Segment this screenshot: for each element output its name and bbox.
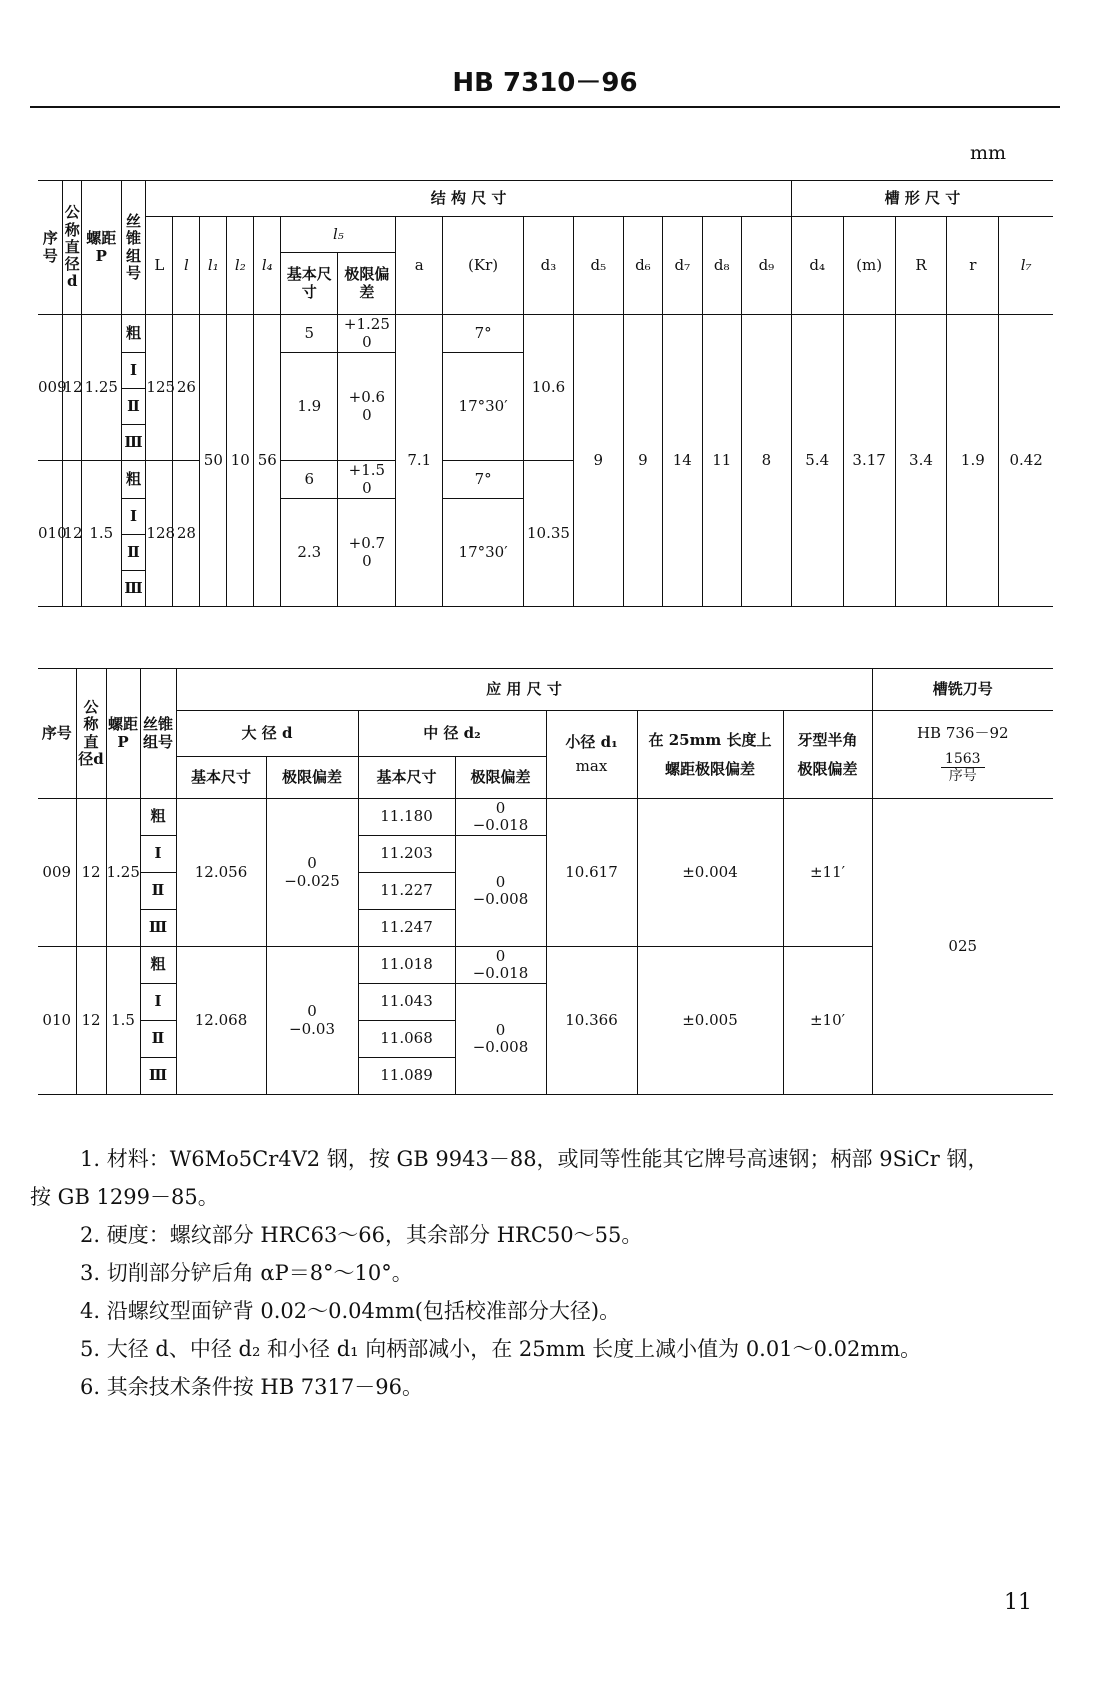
t2-row-010-pd-2: 11.068 xyxy=(358,1021,455,1058)
t2-col-group: 丝锥组号 xyxy=(140,669,176,799)
col-l4: l₄ xyxy=(254,217,281,315)
structure-dimension-table xyxy=(38,180,1053,607)
note-1: 1. 材料：W6Mo5Cr4V2 钢，按 GB 9943－88，或同等性能其它牌号高速钢；柄部 9SiCr 钢， xyxy=(80,1147,989,1171)
row-010-d: 12 xyxy=(63,461,82,607)
shared-d4: 5.4 xyxy=(791,315,843,607)
col-d7: d₇ xyxy=(663,217,702,315)
t2-row-010-P: 1.5 xyxy=(106,947,140,1095)
row-010-dev-fine: +0.7 0 xyxy=(338,499,396,607)
t2-col-pitch-diameter: 中 径 d₂ xyxy=(358,711,546,757)
t2-row-010-major-dev: 0 −0.03 xyxy=(266,947,358,1095)
t2-row-009-major-dev: 0 −0.025 xyxy=(266,799,358,947)
col-kr: (Kr) xyxy=(443,217,524,315)
row-010-group-1: Ⅰ xyxy=(121,499,146,535)
t2-row-010-group-3: Ⅲ xyxy=(140,1058,176,1095)
shared-l2: 10 xyxy=(227,315,254,607)
t2-col-pitch: 螺距P xyxy=(106,669,140,799)
t2-row-010-pd-1: 11.043 xyxy=(358,984,455,1021)
shared-d7: 14 xyxy=(663,315,702,607)
t2-row-009-group-coarse: 粗 xyxy=(140,799,176,836)
row-010-P: 1.5 xyxy=(82,461,121,607)
t2-row-009-group-2: Ⅱ xyxy=(140,873,176,910)
col-l2: l₂ xyxy=(227,217,254,315)
row-010-kr-coarse: 7° xyxy=(443,461,524,499)
t2-row-010-group-2: Ⅱ xyxy=(140,1021,176,1058)
row-010-l5-fine: 2.3 xyxy=(281,499,338,607)
col-d5: d₅ xyxy=(573,217,623,315)
shared-d6: 9 xyxy=(623,315,662,607)
row-009-group-3: Ⅲ xyxy=(121,425,146,461)
row-009-kr-coarse: 7° xyxy=(443,315,524,353)
col-nominal-diameter: 公称直径d xyxy=(63,181,82,315)
t2-row-009-angle-tol: ±11′ xyxy=(783,799,872,947)
col-d9: d₉ xyxy=(741,217,791,315)
cutter-value: 025 xyxy=(872,799,1053,1095)
t2-row-010-pd-coarse: 11.018 xyxy=(358,947,455,984)
t2-major-dev-header: 极限偏差 xyxy=(266,757,358,799)
row-009-group-coarse: 粗 xyxy=(121,315,146,353)
row-010-kr-fine: 17°30′ xyxy=(443,499,524,607)
t2-col-nominal-diameter: 公称直径d xyxy=(76,669,106,799)
row-010-group-3: Ⅲ xyxy=(121,571,146,607)
unit-label: mm xyxy=(970,142,1007,164)
note-1-continued: 按 GB 1299－85。 xyxy=(30,1185,219,1209)
row-009-L: 125 xyxy=(146,315,173,461)
col-R: R xyxy=(895,217,947,315)
t2-row-009-pd-dev-coarse: 0 −0.018 xyxy=(455,799,546,836)
col-l5-deviation: 极限偏差 xyxy=(338,253,396,315)
t2-row-010-d: 12 xyxy=(76,947,106,1095)
t2-row-009-pd-2: 11.227 xyxy=(358,873,455,910)
t2-row-010-pitch-tol: ±0.005 xyxy=(637,947,783,1095)
t2-row-010-angle-tol: ±10′ xyxy=(783,947,872,1095)
cutter-spec xyxy=(872,711,1053,799)
technical-notes xyxy=(30,1140,1070,1406)
col-seq: 序号 xyxy=(38,181,63,315)
t2-row-009-seq: 009 xyxy=(38,799,76,947)
col-d4: d₄ xyxy=(791,217,843,315)
row-009-P: 1.25 xyxy=(82,315,121,461)
col-group: 丝锥组号 xyxy=(121,181,146,315)
t2-row-009-minor: 10.617 xyxy=(546,799,637,947)
row-009-l5-coarse: 5 xyxy=(281,315,338,353)
t2-row-009-d: 12 xyxy=(76,799,106,947)
row-010-dev-coarse: +1.5 0 xyxy=(338,461,396,499)
row-010-l5-coarse: 6 xyxy=(281,461,338,499)
col-l5: l₅ xyxy=(281,217,396,253)
t2-col-angle-tolerance: 牙型半角 极限偏差 xyxy=(783,711,872,799)
t2-row-009-pd-3: 11.247 xyxy=(358,910,455,947)
shared-l1: 50 xyxy=(200,315,227,607)
row-009-group-2: Ⅱ xyxy=(121,389,146,425)
minor-label: 小径 d₁ xyxy=(565,733,618,752)
col-a: a xyxy=(396,217,443,315)
shared-l4: 56 xyxy=(254,315,281,607)
row-009-d: 12 xyxy=(63,315,82,461)
row-009-d3: 10.6 xyxy=(524,315,574,461)
t2-col-seq: 序号 xyxy=(38,669,76,799)
shared-a: 7.1 xyxy=(396,315,443,607)
row-010-l: 28 xyxy=(173,461,200,607)
note-4: 4. 沿螺纹型面铲背 0.02～0.04mm(包括校准部分大径)。 xyxy=(80,1299,621,1323)
cutter-standard: HB 736－92 xyxy=(916,724,1009,743)
row-009-kr-fine: 17°30′ xyxy=(443,353,524,461)
t2-major-basic-header: 基本尺寸 xyxy=(176,757,266,799)
document-code: HB 7310－96 xyxy=(452,68,638,98)
t2-pd-dev-header: 极限偏差 xyxy=(455,757,546,799)
shared-d9: 8 xyxy=(741,315,791,607)
t2-row-010-minor: 10.366 xyxy=(546,947,637,1095)
row-010-group-2: Ⅱ xyxy=(121,535,146,571)
cutter-seq-label: 序号 xyxy=(941,767,986,784)
page-number: 11 xyxy=(1004,1590,1032,1615)
note-3: 3. 切削部分铲后角 αP＝8°～10°。 xyxy=(80,1261,413,1285)
col-d6: d₆ xyxy=(623,217,662,315)
t2-row-009-pitch-tol: ±0.004 xyxy=(637,799,783,947)
shared-d5: 9 xyxy=(573,315,623,607)
row-009-seq: 009 xyxy=(38,315,63,461)
t2-row-009-pd-dev-fine: 0 −0.008 xyxy=(455,836,546,947)
col-l5-basic: 基本尺寸 xyxy=(281,253,338,315)
col-l7: l₇ xyxy=(999,217,1053,315)
t2-row-009-major-basic: 12.056 xyxy=(176,799,266,947)
t2-row-010-major-basic: 12.068 xyxy=(176,947,266,1095)
t2-row-009-group-1: Ⅰ xyxy=(140,836,176,873)
col-l: l xyxy=(173,217,200,315)
note-6: 6. 其余技术条件按 HB 7317－96。 xyxy=(80,1375,423,1399)
cutter-header: 槽铣刀号 xyxy=(872,669,1053,711)
t2-row-009-P: 1.25 xyxy=(106,799,140,947)
shared-m: 3.17 xyxy=(843,315,895,607)
col-m: (m) xyxy=(843,217,895,315)
minor-max-label: max xyxy=(575,756,608,775)
groove-header: 槽 形 尺 寸 xyxy=(791,181,1053,217)
row-010-L: 128 xyxy=(146,461,173,607)
t2-row-010-pd-dev-coarse: 0 −0.018 xyxy=(455,947,546,984)
t2-row-010-group-1: Ⅰ xyxy=(140,984,176,1021)
col-d3: d₃ xyxy=(524,217,574,315)
col-l1: l₁ xyxy=(200,217,227,315)
t2-row-010-pd-dev-fine: 0 −0.008 xyxy=(455,984,546,1095)
shared-d8: 11 xyxy=(702,315,741,607)
row-009-group-1: Ⅰ xyxy=(121,353,146,389)
row-009-l: 26 xyxy=(173,315,200,461)
t2-pd-basic-header: 基本尺寸 xyxy=(358,757,455,799)
applied-dimension-table xyxy=(38,668,1053,1095)
col-r: r xyxy=(947,217,999,315)
row-009-dev-fine: +0.6 0 xyxy=(338,353,396,461)
t2-row-010-group-coarse: 粗 xyxy=(140,947,176,984)
row-009-dev-coarse: +1.25 0 xyxy=(338,315,396,353)
header-rule xyxy=(30,106,1060,108)
shared-r: 1.9 xyxy=(947,315,999,607)
t2-col-major-diameter: 大 径 d xyxy=(176,711,358,757)
t2-row-010-seq: 010 xyxy=(38,947,76,1095)
note-2: 2. 硬度：螺纹部分 HRC63～66，其余部分 HRC50～55。 xyxy=(80,1223,643,1247)
t2-row-009-pd-coarse: 11.180 xyxy=(358,799,455,836)
shared-l7: 0.42 xyxy=(999,315,1053,607)
t2-col-pitch-tolerance: 在 25mm 长度上 螺距极限偏差 xyxy=(637,711,783,799)
col-d8: d₈ xyxy=(702,217,741,315)
col-pitch: 螺距P xyxy=(82,181,121,315)
row-010-seq: 010 xyxy=(38,461,63,607)
row-010-group-coarse: 粗 xyxy=(121,461,146,499)
t2-col-minor-diameter xyxy=(546,711,637,799)
col-L: L xyxy=(146,217,173,315)
t2-row-009-group-3: Ⅲ xyxy=(140,910,176,947)
note-5: 5. 大径 d、中径 d₂ 和小径 d₁ 向柄部减小，在 25mm 长度上减小值为 0.01～0.02mm。 xyxy=(80,1337,922,1361)
applied-header: 应 用 尺 寸 xyxy=(176,669,872,711)
shared-R: 3.4 xyxy=(895,315,947,607)
structure-header: 结 构 尺 寸 xyxy=(146,181,791,217)
cutter-number: 1563 xyxy=(944,750,981,767)
t2-row-010-pd-3: 11.089 xyxy=(358,1058,455,1095)
row-009-l5-fine: 1.9 xyxy=(281,353,338,461)
row-010-d3: 10.35 xyxy=(524,461,574,607)
t2-row-009-pd-1: 11.203 xyxy=(358,836,455,873)
